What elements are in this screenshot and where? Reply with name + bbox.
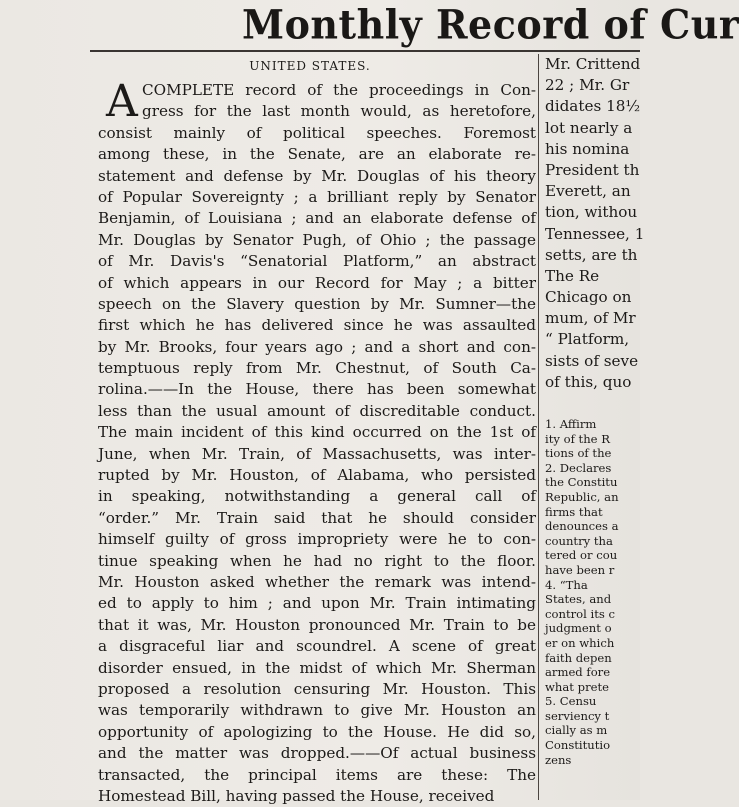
text-line: Mr. Douglas by Senator Pugh, of Ohio ; the passage: [98, 230, 536, 249]
masthead-title: Monthly Record of Cur: [242, 0, 739, 49]
text-line: disorder ensued, in the midst of which Mr. Sherman: [98, 658, 536, 677]
text-line: mum, of Mr: [545, 309, 636, 328]
main-column: [98, 76, 536, 807]
text-line: The main incident of this kind occurred on the 1st of: [98, 423, 536, 442]
text-line: opportunity of apologizing to the House. He did so,: [98, 722, 536, 741]
text-line: have been r: [545, 562, 615, 577]
text-line: denounces a: [545, 519, 619, 534]
text-line: Everett, an: [545, 182, 631, 201]
text-line: less than the usual amount of discreditable conduct.: [98, 401, 536, 420]
right-column-platform-list: [545, 417, 645, 767]
text-line: er on which: [545, 635, 615, 650]
text-line: in speaking, notwithstanding a general call of: [98, 487, 536, 506]
text-line: Constitutio: [545, 738, 611, 753]
text-line: firms that: [545, 504, 603, 519]
text-line: gress for the last month would, as heretofore,: [142, 102, 536, 121]
text-line: transacted, the principal items are these: The: [98, 765, 536, 784]
column-rule: [538, 54, 539, 800]
text-line: Homestead Bill, having passed the House, received: [98, 786, 495, 805]
text-line: tion, withou: [545, 203, 638, 222]
text-line: States, and: [545, 592, 612, 607]
text-line: Republic, an: [545, 489, 619, 504]
text-line: the Constitu: [545, 475, 618, 490]
text-line: of Mr. Davis's “Senatorial Platform,” an abstract: [98, 252, 536, 271]
right-column: [545, 54, 645, 767]
text-line: ity of the R: [545, 431, 610, 446]
text-line: temptuous reply from Mr. Chestnut, of South Ca-: [98, 359, 536, 378]
text-line: first which he has delivered since he was assaulted: [98, 316, 536, 335]
drop-cap: A: [106, 76, 138, 127]
text-line: of this, quo: [545, 372, 632, 391]
text-line: COMPLETE record of the proceedings in Con-: [142, 81, 536, 99]
text-line: tions of the: [545, 446, 612, 461]
right-column-text: [545, 54, 645, 393]
text-line: rolina.——In the House, there has been somewhat: [98, 380, 536, 399]
text-line: Mr. Crittend: [545, 55, 641, 73]
text-line: 5. Censu: [545, 694, 597, 709]
text-line: armed fore: [545, 665, 611, 680]
text-line: what prete: [545, 679, 609, 694]
text-line: Benjamin, of Louisiana ; and an elaborate defense of: [98, 209, 536, 228]
text-line: lot nearly a: [545, 118, 633, 137]
text-line: country tha: [545, 533, 613, 548]
text-line: “order.” Mr. Train said that he should consider: [98, 508, 536, 527]
text-line: by Mr. Brooks, four years ago ; and a short and con-: [98, 337, 536, 356]
text-line: cially as m: [545, 723, 608, 738]
text-line: 4. “Tha: [545, 577, 588, 592]
text-line: ed to apply to him ; and upon Mr. Train intimating: [98, 594, 536, 613]
text-line: statement and defense by Mr. Douglas of his theory: [98, 166, 536, 185]
text-line: President th: [545, 160, 640, 179]
text-line: of which appears in our Record for May ; a bitter: [98, 273, 536, 292]
section-heading: UNITED STATES.: [249, 59, 371, 73]
text-line: consist mainly of political speeches. Foremost: [98, 123, 536, 142]
text-line: among these, in the Senate, are an elaborate re-: [98, 145, 536, 164]
text-line: tered or cou: [545, 548, 618, 563]
text-line: 2. Declares: [545, 460, 612, 475]
text-line: Tennessee, 1: [545, 224, 645, 243]
text-line: zens: [545, 752, 572, 767]
text-line: proposed a resolution censuring Mr. Houston. This: [98, 679, 536, 698]
text-line: judgment o: [545, 621, 612, 636]
text-line: a disgraceful liar and scoundrel. A scene of great: [98, 637, 536, 656]
text-line: and the matter was dropped.——Of actual business: [98, 744, 536, 763]
text-line: was temporarily withdrawn to give Mr. Houston an: [98, 701, 536, 720]
text-line: 1. Affirm: [545, 417, 597, 431]
text-line: his nomina: [545, 139, 630, 158]
text-line: “ Platform,: [545, 330, 630, 349]
text-line: setts, are th: [545, 245, 638, 264]
text-line: tinue speaking when he had no right to the floor.: [98, 551, 536, 570]
text-line: The Re: [545, 266, 600, 285]
text-line: faith depen: [545, 650, 612, 665]
text-line: himself guilty of gross impropriety were he to con-: [98, 530, 536, 549]
text-line: sists of seve: [545, 351, 639, 370]
text-line: serviency t: [545, 708, 610, 723]
header-rule: [90, 50, 640, 52]
text-line: that it was, Mr. Houston pronounced Mr. Train to be: [98, 615, 536, 634]
text-line: speech on the Slavery question by Mr. Sumner—the: [98, 294, 536, 313]
text-line: June, when Mr. Train, of Massachusetts, was inter-: [98, 444, 536, 463]
text-line: control its c: [545, 606, 616, 621]
text-line: of Popular Sovereignty ; a brilliant reply by Senator: [98, 187, 536, 206]
text-line: 22 ; Mr. Gr: [545, 76, 630, 95]
text-line: didates 18½: [545, 97, 641, 116]
text-line: Chicago on: [545, 288, 632, 307]
text-line: Mr. Houston asked whether the remark was intend-: [98, 572, 536, 591]
text-line: rupted by Mr. Houston, of Alabama, who persisted: [98, 466, 536, 485]
